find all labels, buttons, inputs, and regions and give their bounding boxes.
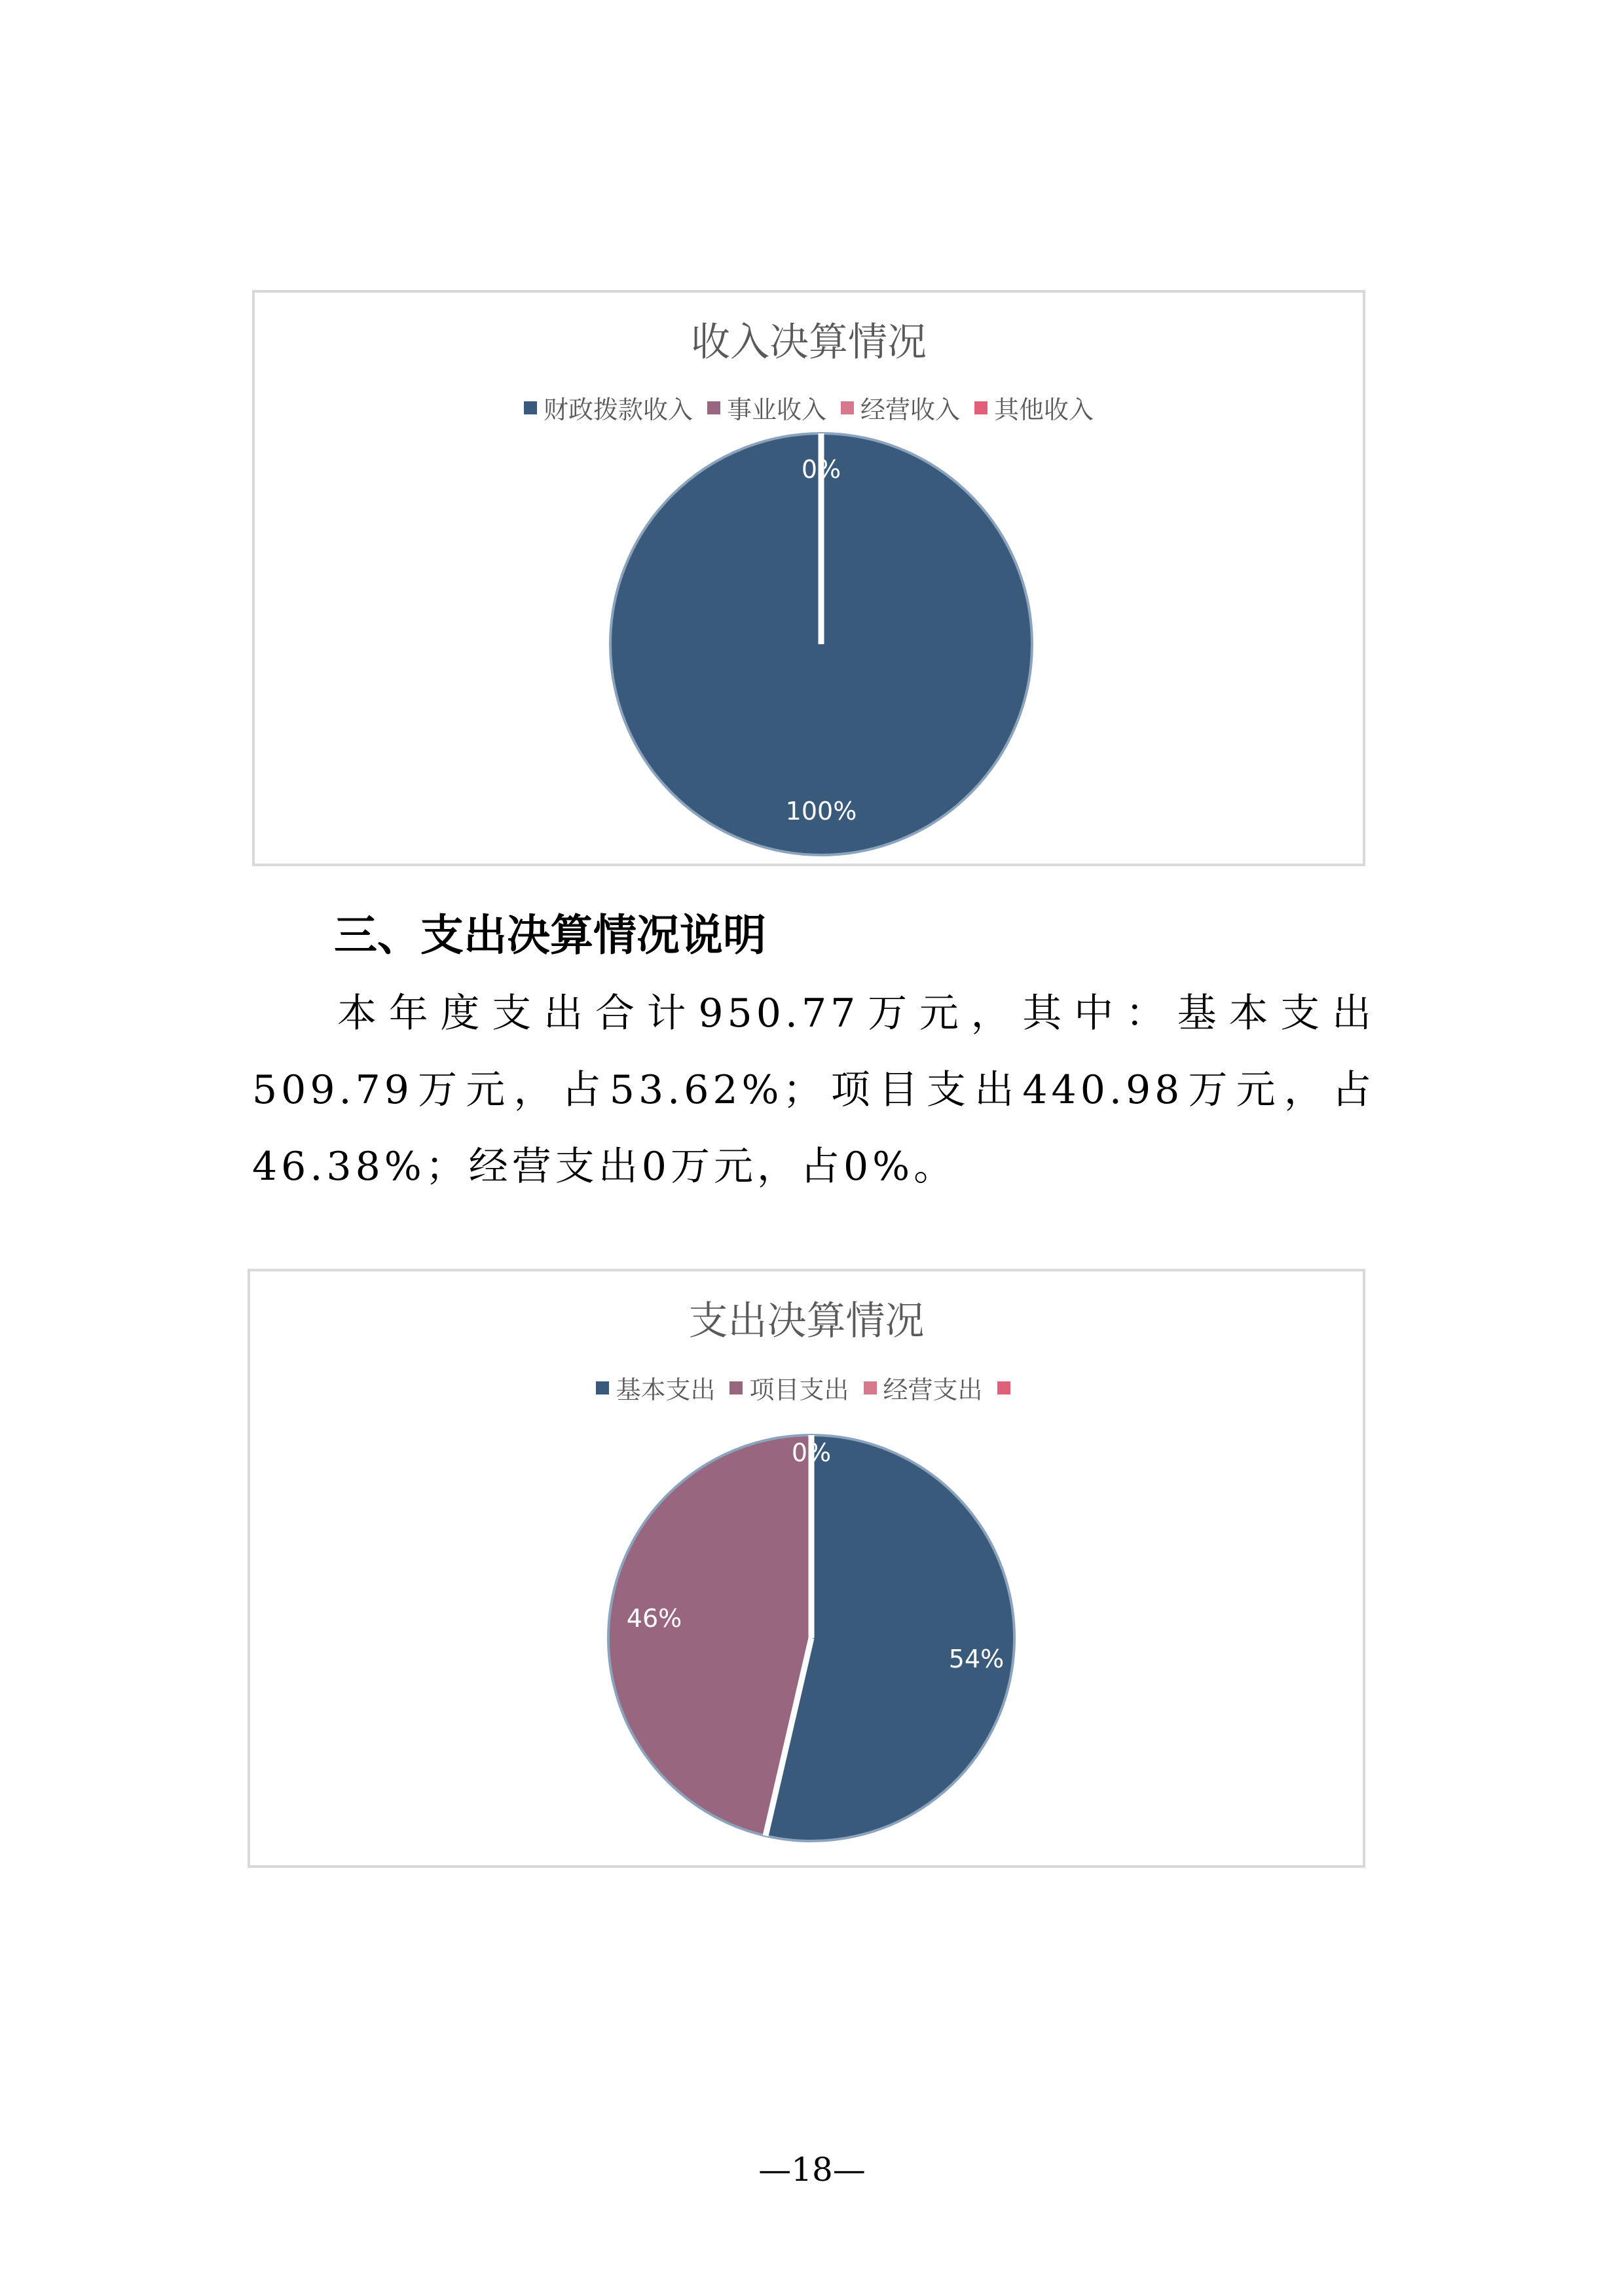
legend-label: 项目支出: [749, 1376, 849, 1404]
section-heading: 三、支出决算情况说明: [334, 910, 766, 960]
expense-chart-title: 支出决算情况: [688, 1298, 925, 1344]
legend-label: 经营支出: [883, 1376, 983, 1404]
pie-slices: [608, 1435, 1014, 1841]
pie-data-label: 0%: [801, 455, 841, 484]
page-number: —18—: [758, 2151, 866, 2189]
legend-label: 事业收入: [726, 395, 826, 424]
legend-label: 其他收入: [994, 395, 1094, 424]
legend-label: 基本支出: [616, 1376, 716, 1404]
pie-data-label: 100%: [785, 797, 857, 826]
pie-data-label: 0%: [791, 1438, 832, 1467]
expense-chart: [248, 1269, 1365, 1868]
legend-label: 财政拨款收入: [543, 395, 693, 424]
pie-slices: [610, 433, 1032, 855]
income-chart: [252, 290, 1365, 866]
income-chart-title: 收入决算情况: [691, 319, 927, 365]
pie-data-label: 46%: [626, 1604, 682, 1633]
pie-data-label: 54%: [948, 1645, 1005, 1673]
legend-label: 经营收入: [860, 395, 961, 424]
income-pie: [255, 293, 1363, 864]
expense-paragraph: 本年度支出合计950.77万元，其中：基本支出509.79万元，占53.62%；项目支出440.98万元，占46.38%；经营支出0万元，占0%。: [252, 991, 1375, 1190]
expense-pie: [250, 1271, 1363, 1865]
